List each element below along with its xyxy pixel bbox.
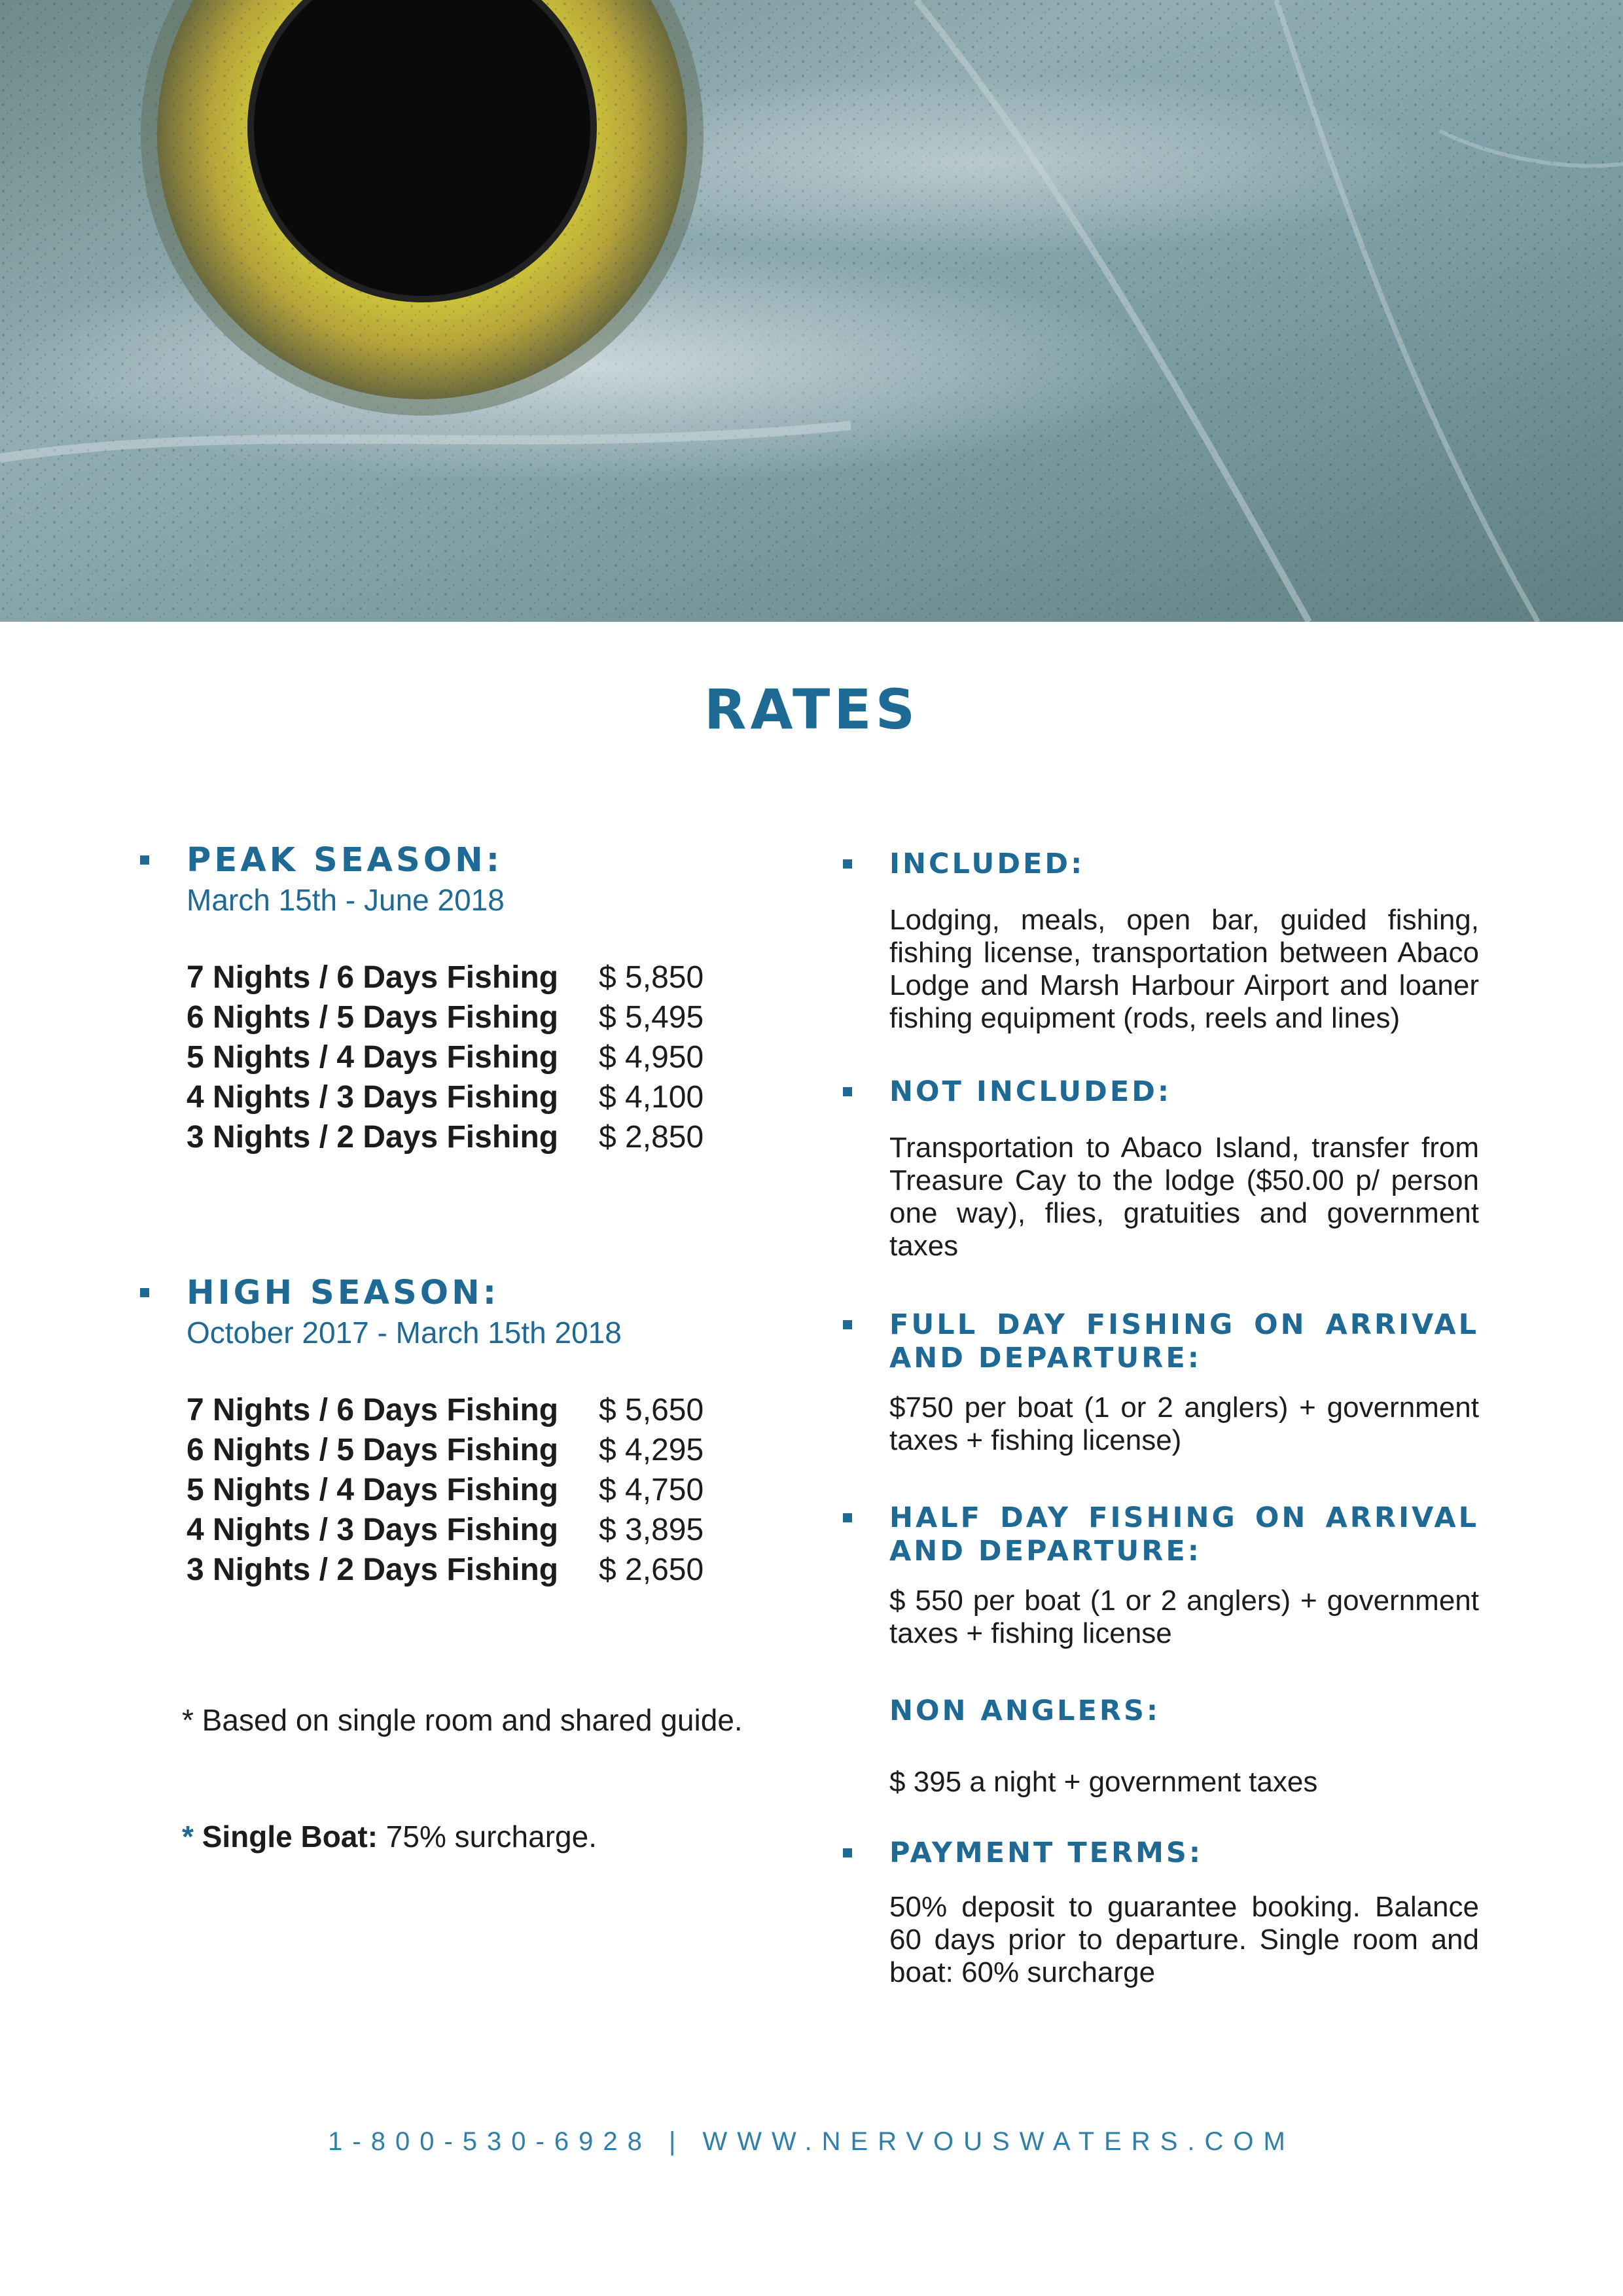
bullet-icon — [843, 859, 852, 869]
peak-season-dates: March 15th - June 2018 — [187, 883, 505, 917]
high-season-rates — [187, 1390, 791, 1590]
rate-price: $ 2,850 — [599, 1120, 704, 1155]
peak-season-rates — [187, 958, 791, 1157]
bullet-icon — [140, 855, 149, 865]
rate-price: $ 5,850 — [599, 960, 704, 995]
rate-price: $ 4,295 — [599, 1433, 704, 1467]
rate-row — [187, 1390, 791, 1430]
left-column — [136, 841, 791, 1854]
rate-row — [187, 1550, 791, 1590]
rate-row — [187, 958, 791, 997]
rate-label: 6 Nights / 5 Days Fishing — [187, 1000, 559, 1035]
payment-heading: PAYMENT TERMS: — [889, 1837, 1204, 1869]
high-season-heading: HIGH SEASON: — [187, 1274, 500, 1312]
footer-contact: 1-800-530-6928 | WWW.NERVOUSWATERS.COM — [328, 2127, 1295, 2156]
asterisk: * — [182, 1820, 194, 1854]
rate-label: 6 Nights / 5 Days Fishing — [187, 1433, 559, 1467]
peak-season-section — [136, 841, 791, 1157]
full-day-section — [839, 1308, 1479, 1457]
rate-row — [187, 1077, 791, 1117]
bullet-icon — [140, 1288, 149, 1297]
half-day-section — [839, 1501, 1479, 1650]
half-day-text: $ 550 per boat (1 or 2 anglers) + government taxes + fishing license — [889, 1585, 1479, 1649]
rate-row — [187, 1430, 791, 1470]
full-day-heading: FULL DAY FISHING ON ARRIVAL AND DEPARTURE: — [889, 1308, 1479, 1374]
payment-section — [839, 1837, 1479, 1989]
single-boat-label: Single Boat: — [202, 1820, 378, 1854]
page-title: RATES — [704, 677, 919, 742]
non-anglers-heading: NON ANGLERS: — [889, 1695, 1161, 1727]
rate-label: 3 Nights / 2 Days Fishing — [187, 1552, 559, 1587]
not-included-section — [839, 1075, 1479, 1263]
rate-row — [187, 1470, 791, 1510]
not-included-text: Transportation to Abaco Island, transfer from Treasure Cay to the lodge ($50.00 p/ person one way), flies, gratuities and government taxes — [889, 1132, 1479, 1262]
rate-label: 4 Nights / 3 Days Fishing — [187, 1080, 559, 1115]
rate-price: $ 5,495 — [599, 1000, 704, 1035]
peak-season-heading: PEAK SEASON: — [187, 841, 503, 880]
rate-row — [187, 1510, 791, 1550]
rate-row — [187, 997, 791, 1037]
included-heading: INCLUDED: — [889, 848, 1085, 880]
bullet-icon — [843, 1513, 852, 1522]
rate-price: $ 4,100 — [599, 1080, 704, 1115]
rate-label: 5 Nights / 4 Days Fishing — [187, 1040, 559, 1075]
hero-photo — [0, 0, 1623, 622]
included-section — [839, 848, 1479, 1035]
included-text: Lodging, meals, open bar, guided fishing, fishing license, transportation between Abaco Lodge and Marsh Harbour Airport and loaner fishing equipment (rods, reels and lines) — [889, 904, 1479, 1034]
rate-label: 7 Nights / 6 Days Fishing — [187, 960, 559, 995]
payment-text: 50% deposit to guarantee booking. Balance 60 days prior to departure. Single room and boat: 60% surcharge — [889, 1891, 1479, 1988]
not-included-heading: NOT INCLUDED: — [889, 1075, 1172, 1108]
single-room-note: * Based on single room and shared guide. — [182, 1703, 743, 1737]
rate-label: 5 Nights / 4 Days Fishing — [187, 1473, 559, 1507]
bullet-icon — [843, 1848, 852, 1857]
rate-label: 4 Nights / 3 Days Fishing — [187, 1513, 559, 1547]
non-anglers-text: $ 395 a night + government taxes — [889, 1766, 1318, 1798]
bullet-icon — [843, 1320, 852, 1329]
fish-eye-image — [0, 0, 1623, 622]
high-season-dates: October 2017 - March 15th 2018 — [187, 1316, 622, 1350]
rate-price: $ 5,650 — [599, 1393, 704, 1427]
rate-label: 7 Nights / 6 Days Fishing — [187, 1393, 559, 1427]
bullet-icon — [843, 1087, 852, 1096]
rate-label: 3 Nights / 2 Days Fishing — [187, 1120, 559, 1155]
rate-price: $ 4,950 — [599, 1040, 704, 1075]
non-anglers-section — [839, 1695, 1479, 1799]
single-boat-note — [136, 1819, 791, 1854]
full-day-text: $750 per boat (1 or 2 anglers) + government taxes + fishing license) — [889, 1391, 1479, 1456]
high-season-section — [136, 1274, 791, 1590]
rate-price: $ 3,895 — [599, 1513, 704, 1547]
rate-row — [187, 1037, 791, 1077]
rate-row — [187, 1117, 791, 1157]
half-day-heading: HALF DAY FISHING ON ARRIVAL AND DEPARTURE: — [889, 1501, 1479, 1568]
rate-price: $ 4,750 — [599, 1473, 704, 1507]
rate-price: $ 2,650 — [599, 1552, 704, 1587]
single-boat-text: 75% surcharge. — [378, 1820, 597, 1854]
right-column — [839, 848, 1479, 1989]
